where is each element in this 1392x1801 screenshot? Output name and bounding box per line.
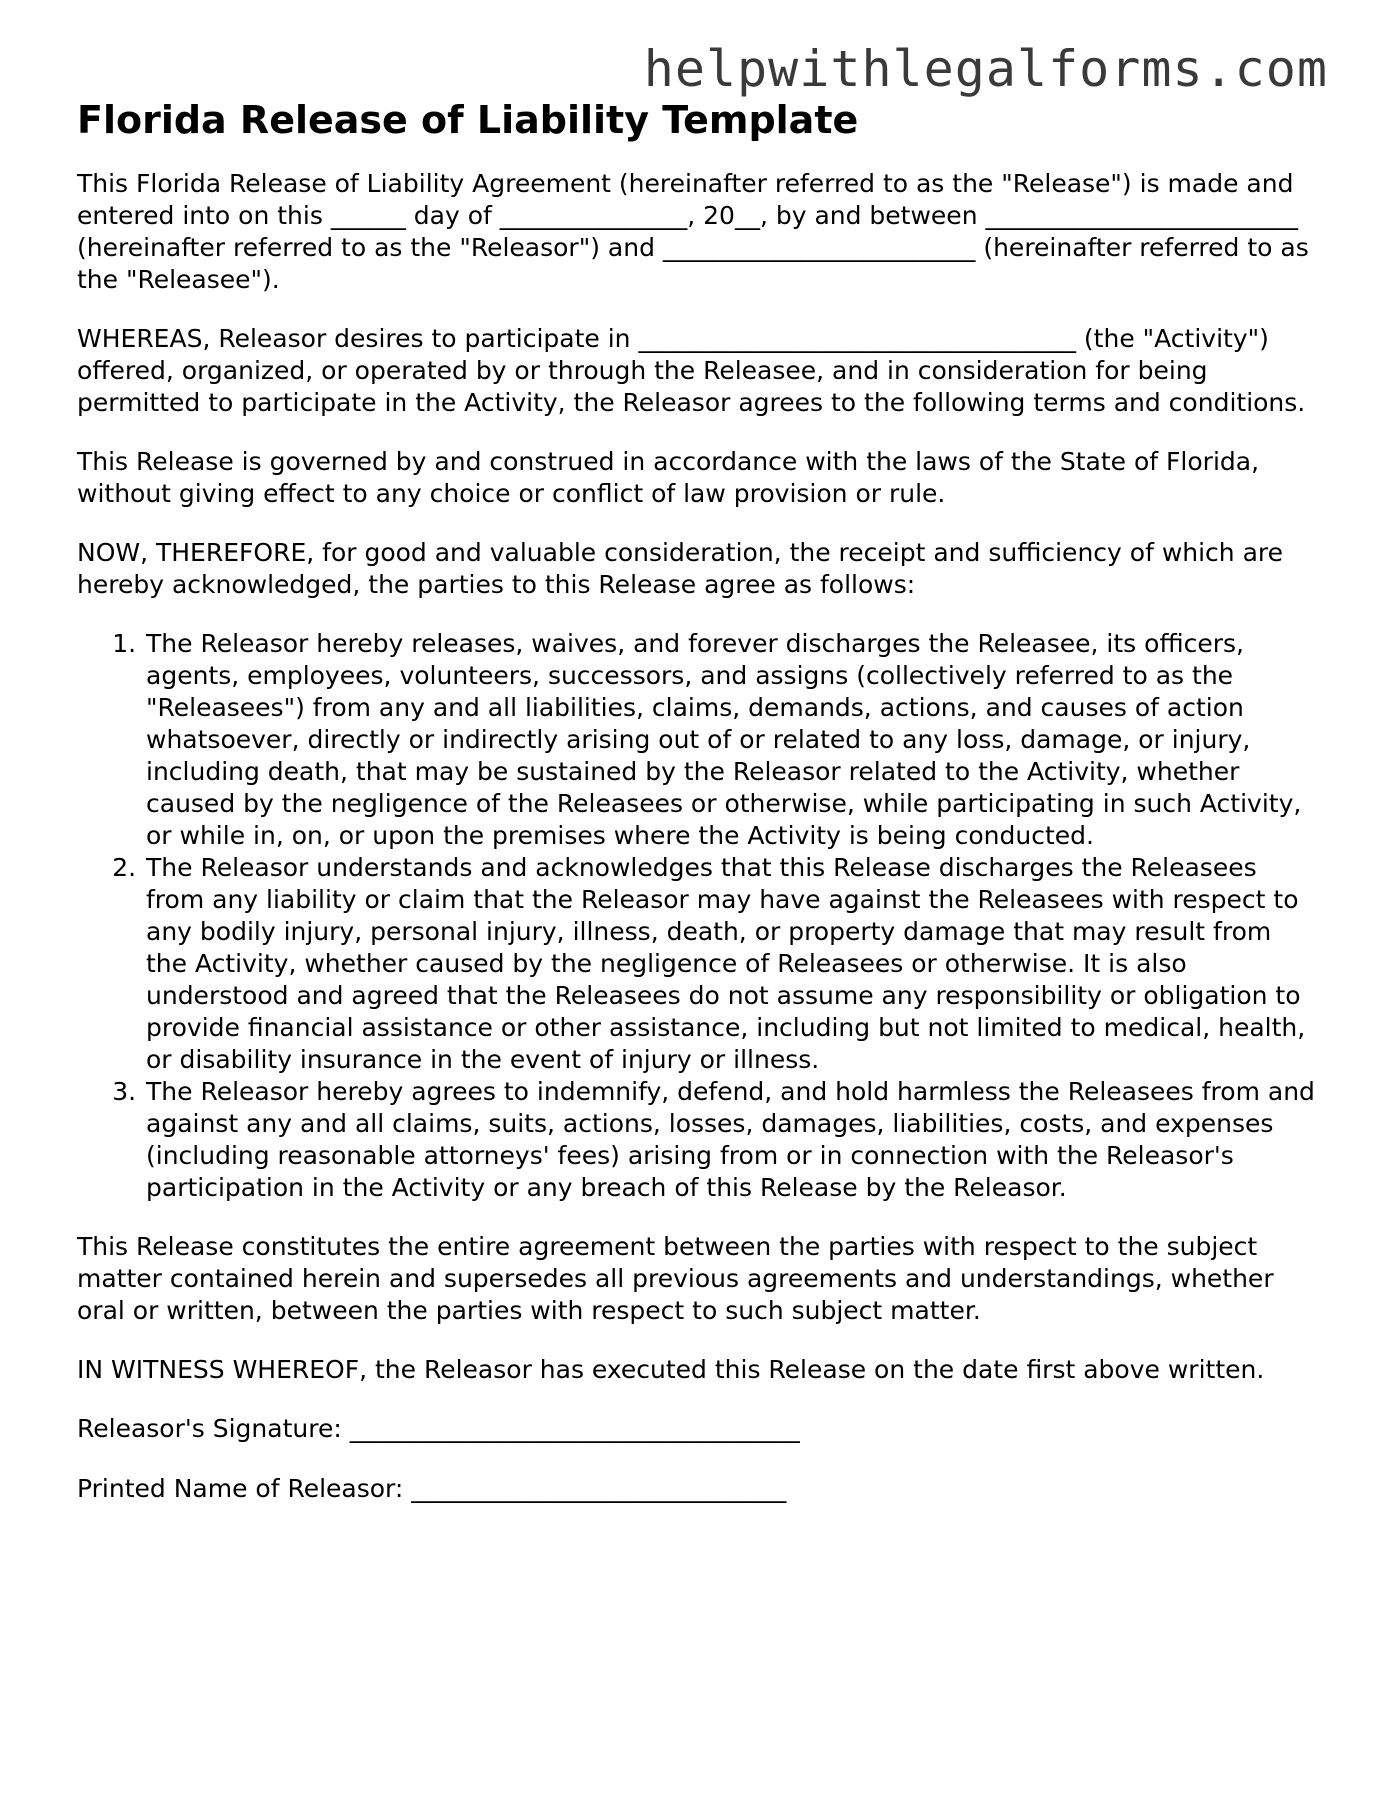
term-item: 3. The Releasor hereby agrees to indemnify, defend, and hold harmless the Releasees from and against any and all claims, suits, actions, losses, damages, liabilities, costs, and expenses (including reasonable attorneys' fees) arising from or in connection with the Releasor's participation in the Activity or any breach of this Release by the Releasor.: [144, 1076, 1317, 1204]
document-body: [77, 96, 1317, 1533]
entire-agreement-paragraph: This Release constitutes the entire agreement between the parties with respect to the subject matter contained herein and supersedes all previous agreements and understandings, whether oral or written, between the parties with respect to such subject matter.: [77, 1232, 1274, 1325]
witness-paragraph: IN WITNESS WHEREOF, the Releasor has executed this Release on the date first above written.: [77, 1355, 1265, 1384]
releasor-signature-line: Releasor's Signature: ____________________________________: [77, 1414, 800, 1443]
governing-law-paragraph: This Release is governed by and construed in accordance with the laws of the State of Florida, without giving effect to any choice or conflict of law provision or rule.: [77, 447, 1260, 508]
releasor-printed-name-line: Printed Name of Releasor: ______________________________: [77, 1474, 787, 1503]
term-item: 2. The Releasor understands and acknowledges that this Release discharges the Releasees from any liability or claim that the Releasor may have against the Releasees with respect to any bodily injury, personal injury, illness, death, or property damage that may result from the Activity, whether caused by the negligence of Releasees or otherwise. It is also understood and agreed that the Releasees do not assume any responsibility or obligation to provide financial assistance or other assistance, including but not limited to medical, health, or disability insurance in the event of injury or illness.: [144, 852, 1317, 1076]
intro-paragraph: This Florida Release of Liability Agreement (hereinafter referred to as the "Release") is made and entered into on this ______ day of _______________, 20__, by and between _________________________ (hereinafter referred to as the "Releasor") and _________________________ (hereinafter referred to as the "Releasee").: [77, 169, 1309, 294]
now-therefore-paragraph: NOW, THEREFORE, for good and valuable consideration, the receipt and sufficiency of which are hereby acknowledged, the parties to this Release agree as follows:: [77, 538, 1284, 599]
terms-list: [77, 628, 1317, 1204]
document-title: Florida Release of Liability Template: [77, 98, 859, 142]
whereas-paragraph: WHEREAS, Releasor desires to participate in ___________________________________ (the "Activity") offered, organized, or operated by or through the Releasee, and in consideration for being permitted to participate in the Activity, the Releasor agrees to the following terms and conditions.: [77, 324, 1306, 417]
term-item: 1. The Releasor hereby releases, waives, and forever discharges the Releasee, its officers, agents, employees, volunteers, successors, and assigns (collectively referred to as the "Releasees") from any and all liabilities, claims, demands, actions, and causes of action whatsoever, directly or indirectly arising out of or related to any loss, damage, or injury, including death, that may be sustained by the Releasor related to the Activity, whether caused by the negligence of the Releasees or otherwise, while participating in such Activity, or while in, on, or upon the premises where the Activity is being conducted.: [144, 628, 1317, 852]
site-watermark: helpwithlegalforms.com: [643, 40, 1328, 98]
